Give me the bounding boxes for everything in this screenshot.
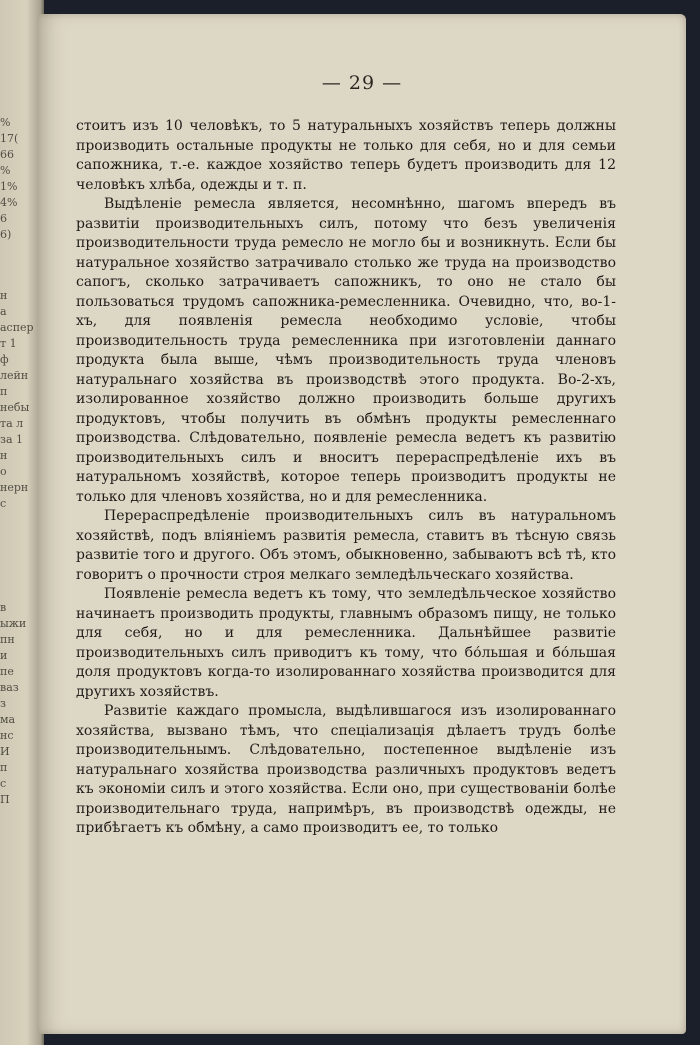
page-number: — 29 — [321,72,403,94]
paragraph: Развитіе каждаго промысла, выдѣлившагося изъ изолированнаго хозяйства, вызвано тѣмъ, что спеціализація дѣлаетъ трудъ болѣе производительнымъ. Слѣдовательно, постепенное выдѣленіе изъ натуральнаго хозяйства производства различныхъ продуктовъ ведетъ къ экономіи силъ и этого хозяйства. Если оно, при существованіи болѣе производительнаго труда, напримѣръ, въ производствѣ одежды, не прибѣгаетъ къ обмѣну, а само производитъ ее, то только [76,703,616,836]
paragraph: Выдѣленіе ремесла является, несомнѣнно, шагомъ впередъ въ развитіи производительныхъ силъ, потому что безъ увеличенія производительности труда ремесло не могло бы и возникнуть. Если бы натуральное хозяйство затрачивало столько же труда на производство сапогъ, сколько затрачиваетъ сапожникъ, то оно не стало бы пользоваться трудомъ сапожника-ремесленника. Очевидно, что, во-1-хъ, для появленія ремесла необходимо условіе, чтобы производительность труда ремесленника при изготовленіи даннаго продукта была выше, чѣмъ производительность труда членовъ натуральнаго хозяйства въ производствѣ этого продукта. Во-2-хъ, изолированное хозяйство должно производить больше другихъ продуктовъ, чтобы получить въ обмѣнъ продукты ремесленнаго производства. Слѣдовательно, появленіе ремесла ведетъ къ развитію производительныхъ силъ и вноситъ перераспредѣленіе ихъ въ натуральномъ хозяйствѣ, которое теперь производитъ продукты не только для членовъ хозяйства, но и для ремесленника. [76,196,616,505]
paragraph: стоитъ изъ 10 человѣкъ, то 5 натуральныхъ хозяйствъ теперь должны производить остальные продукты не только для себя, но и для семьи сапожника, т.-е. каждое хозяйство теперь будетъ производить для 12 человѣкъ хлѣба, одежды и т. п. [76,118,616,193]
paragraph: Появленіе ремесла ведетъ къ тому, что земледѣльческое хозяйство начинаетъ производить продукты, главнымъ образомъ пищу, не только для себя, но и для ремесленника. Дальнѣйшее развитіе производительныхъ силъ приводитъ къ тому, что бо́льшая и бо́льшая доля продуктовъ когда-то изолированнаго хозяйства производится для другихъ хозяйствъ. [76,586,616,700]
left-page-text-fragment: в ыжи пн и пе ваз з ма нс И п с П [0,601,27,806]
left-page-text-fragment: % 17( 66 % 1% 4% 6 6) [0,116,19,241]
paragraph: Перераспредѣленіе производительныхъ силъ въ натуральномъ хозяйствѣ, подъ вліяніемъ развитія ремесла, ставитъ въ тѣсную связь развитіе того и другого. Объ этомъ, обыкновенно, забываютъ всѣ тѣ, кто говоритъ о прочности строя мелкаго земледѣльческаго хозяйства. [76,508,616,583]
left-page-text-fragment: н а аспер т 1 ф лейн п небы та л за 1 н о нерн с [0,289,34,510]
page-body [76,117,616,839]
book-page [38,14,686,1034]
